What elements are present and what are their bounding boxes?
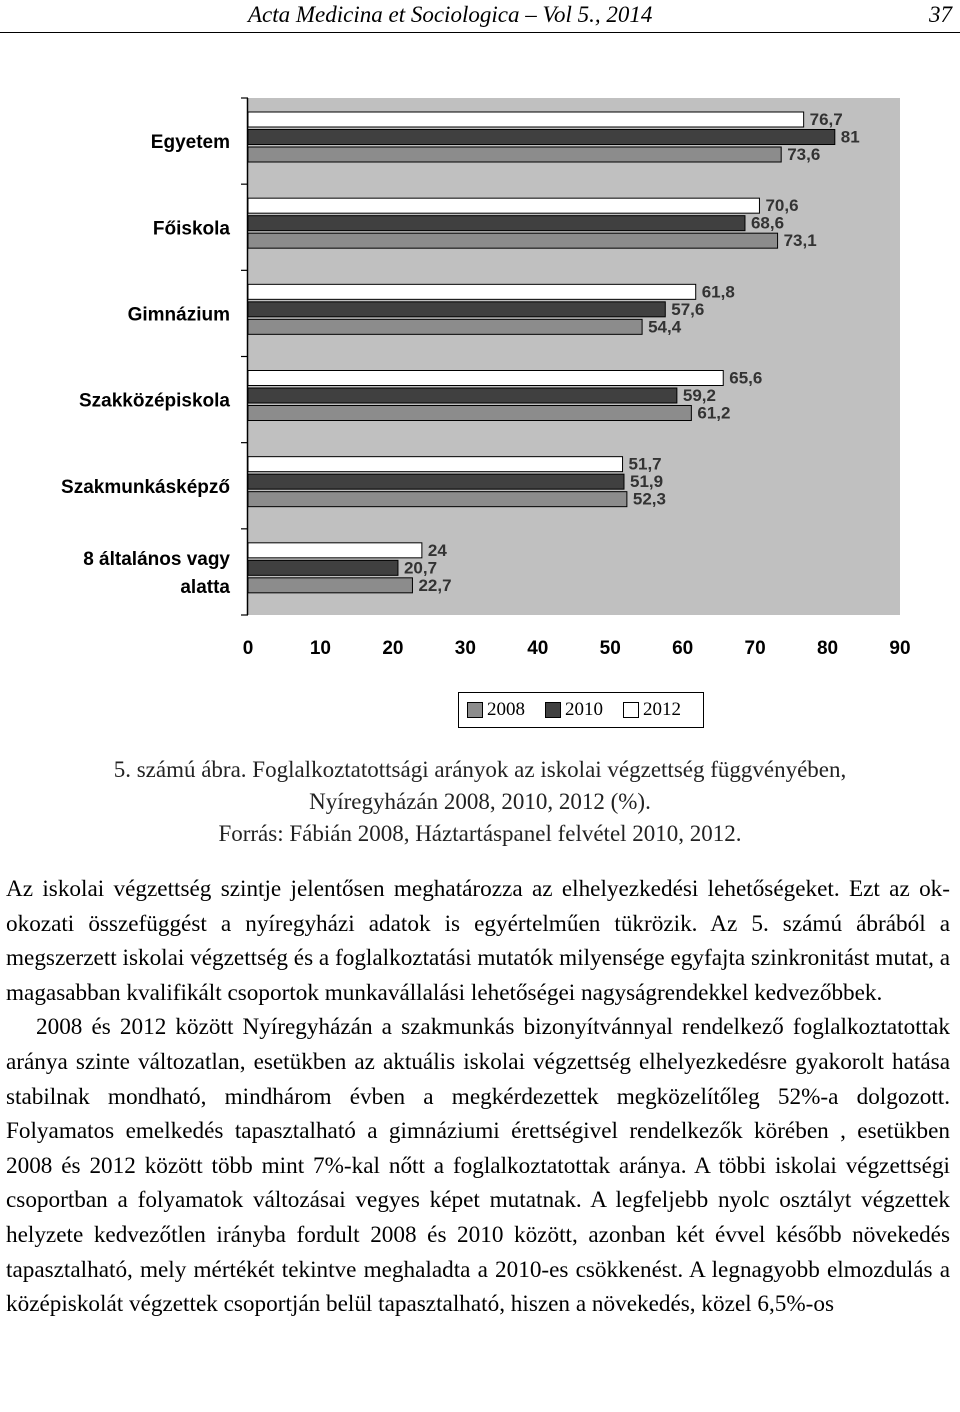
- figure-caption-line-3: Forrás: Fábián 2008, Háztartáspanel felvétel 2010, 2012.: [218, 821, 742, 846]
- plot-area: [248, 98, 900, 615]
- bar-2010: [248, 474, 624, 489]
- bar-2008: [248, 147, 781, 162]
- x-tick-label: 0: [242, 638, 254, 659]
- category-label: Egyetem: [150, 132, 230, 154]
- data-label: 65,6: [729, 368, 763, 388]
- legend-swatch-2008: [467, 702, 483, 718]
- paragraph-1: Az iskolai végzettség szintje jelentősen meghatározza az elhelyezkedési lehetőségeket. Ezt az ok-okozati összefüggést a nyíregyházi adatok is egyértelműen tükrözik. Az 5. számú ábrából a megszerzett iskolai végzettség és a foglalkoztatási mutatók milyensége egyfajta szinkronitást mutat, a magasabban kvalifikált csoportok munkavállalási lehetőségei nagyságrendekkel kedvezőbbek.: [6, 876, 950, 1006]
- bar-2010: [248, 130, 835, 145]
- chart-legend: [458, 692, 704, 728]
- bar-2012: [248, 198, 759, 213]
- paragraph-2: 2008 és 2012 között Nyíregyházán a szakmunkás bizonyítvánnyal rendelkező foglalkoztatottak aránya szinte változatlan, esetükben az aktuális iskolai végzettség elhelyezkedésre gyakorolt hatása stabilnak mondható, mindhárom évben a megkérdezettek megközelítőleg 52%-a dolgozott. Folyamatos emelkedés tapasztalható a gimnáziumi érettségivel rendelkezők körében , esetükben 2008 és 2012 között több mint 7%-kal nőtt a foglalkoztatottak aránya. A többi iskolai végzettségi csoportban a folyamatok változásai vegyes képet mutatnak. A legfeljebb nyolc osztályt végzettek helyzete kedvezőtlen irányba fordult 2008 és 2010 között, azonban két évvel később növekedés tapasztalható, mely mértékét tekintve meghaladta a 2010-es csökkenést. A legnagyobb elmozdulás a középiskolát végzettek csoportján belül tapasztalható, hiszen a növekedés, közel 6,5%-os: [6, 1014, 950, 1318]
- bar-2010: [248, 388, 677, 403]
- bar-2010: [248, 216, 745, 231]
- data-label: 52,3: [632, 489, 666, 509]
- body-text: [6, 872, 950, 1322]
- figure-caption-line-1: 5. számú ábra. Foglalkoztatottsági arányok az iskolai végzettség függvényében,: [113, 757, 847, 782]
- data-label: 61,2: [697, 403, 731, 423]
- x-tick-label: 70: [744, 638, 766, 659]
- bar-2012: [248, 457, 623, 472]
- category-label: Főiskola: [152, 218, 230, 240]
- x-tick-label: 10: [309, 638, 332, 659]
- legend-item-2008: [467, 699, 525, 721]
- legend-swatch-2010: [545, 702, 561, 718]
- bar-2008: [248, 233, 778, 248]
- data-label: 68,6: [750, 213, 785, 233]
- bar-2008: [248, 578, 412, 593]
- x-tick-label: 20: [382, 638, 404, 659]
- data-label: 73,6: [787, 145, 821, 164]
- page-header: [0, 0, 960, 33]
- data-label: 54,4: [648, 317, 682, 337]
- legend-label-2012: 2012: [643, 699, 681, 720]
- legend-label-2008: 2008: [487, 699, 525, 720]
- category-label: Gimnázium: [127, 304, 230, 326]
- data-label: 57,6: [671, 299, 705, 319]
- x-tick-label: 50: [599, 638, 621, 659]
- data-label: 22,7: [418, 575, 452, 595]
- data-label: 51,9: [629, 472, 664, 492]
- page-number: 37: [929, 2, 952, 27]
- bar-2012: [248, 543, 422, 558]
- legend-item-2012: [623, 699, 681, 721]
- bar-2010: [248, 302, 665, 317]
- data-label: 51,7: [628, 454, 662, 474]
- bar-2008: [248, 492, 627, 507]
- legend-swatch-2012: [623, 702, 639, 718]
- bar-2012: [248, 112, 804, 127]
- bar-2008: [248, 406, 691, 421]
- bar-2012: [248, 284, 696, 299]
- x-tick-label: 80: [816, 638, 839, 659]
- legend-label-2010: 2010: [565, 699, 603, 720]
- data-label: 24: [427, 540, 447, 560]
- figure-caption-line-2: Nyíregyházán 2008, 2010, 2012 (%).: [309, 789, 651, 814]
- bar-2010: [248, 560, 398, 575]
- x-tick-label: 40: [527, 638, 549, 659]
- data-label: 70,6: [765, 196, 799, 216]
- data-label: 59,2: [682, 386, 716, 405]
- legend-item-2010: [545, 699, 603, 721]
- data-label: 81: [840, 127, 860, 147]
- category-label: 8 általános vagy: [83, 548, 230, 570]
- data-label: 20,7: [403, 558, 438, 578]
- data-label: 76,7: [809, 110, 843, 129]
- bar-2008: [248, 319, 642, 334]
- x-tick-label: 90: [889, 638, 911, 659]
- x-tick-label: 60: [672, 638, 694, 659]
- x-tick-label: 30: [454, 638, 476, 659]
- bar-2012: [248, 371, 723, 386]
- journal-title: Acta Medicina et Sociologica – Vol 5., 2014: [248, 2, 653, 27]
- category-label: Szakmunkásképző: [61, 476, 230, 498]
- data-label: 61,8: [701, 282, 735, 302]
- category-label: Szakközépiskola: [78, 390, 230, 412]
- data-label: 73,1: [783, 231, 817, 251]
- category-label: alatta: [180, 576, 230, 598]
- bar-chart: [0, 80, 960, 670]
